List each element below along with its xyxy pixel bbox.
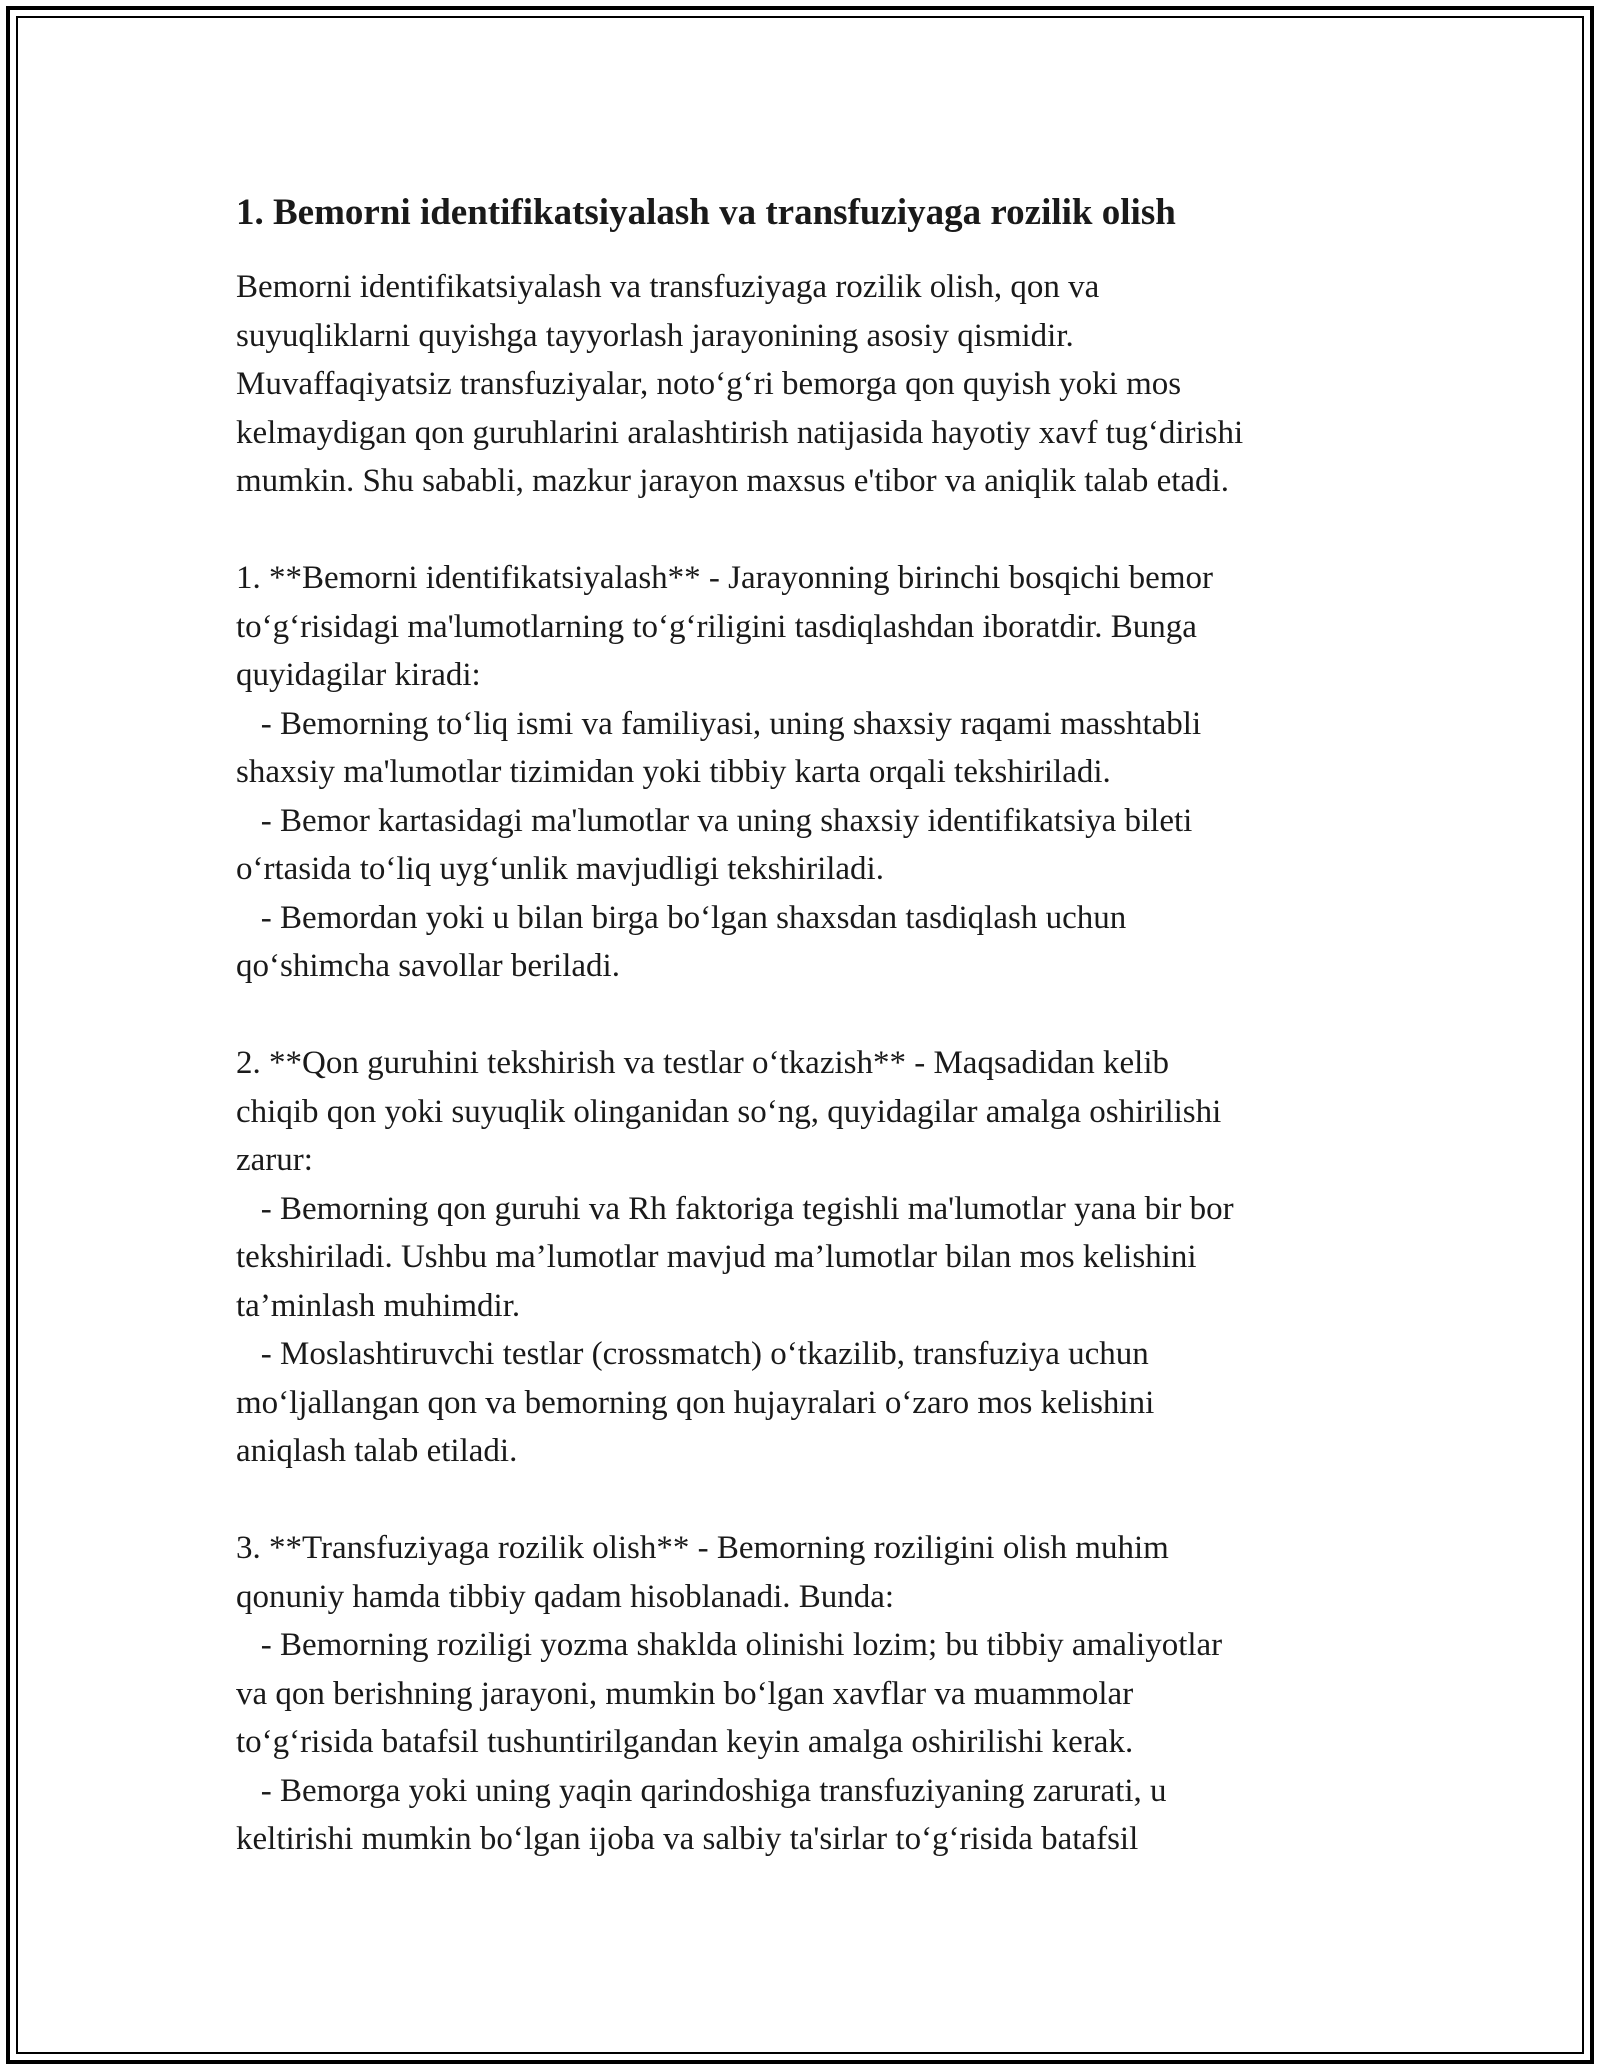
document-title: 1. Bemorni identifikatsiyalash va transfuziyaga rozilik olish xyxy=(236,192,1176,233)
intro-paragraph: Bemorni identifikatsiyalash va transfuziyaga rozilik olish, qon va suyuqliklarni quyishga tayyorlash jarayonining asosiy qismidir. Muvaffaqiyatsiz transfuziyalar, noto‘g‘ri bemorga qon quyish yoki mos kelmaydigan qon guruhlarini aralashtirish natijasida hayotiy xavf tug‘dirishi mumkin. Shu sababli, mazkur jarayon maxsus e'tibor va aniqlik talab etadi. xyxy=(236,269,1244,499)
document-page xyxy=(236,185,1396,1864)
paragraph-gap xyxy=(236,506,1396,555)
section-patient-identification: 1. **Bemorni identifikatsiyalash** - Jarayonning birinchi bosqichi bemor to‘g‘risidagi ma'lumotlarning to‘g‘riligini tasdiqlashdan iboratdir. Bunga quyidagilar kiradi: - Bemorning to‘liq ismi va familiyasi, uning shaxsiy raqami masshtabli shaxsiy ma'lumotlar tizimidan yoki tibbiy karta orqali tekshiriladi. - Bemor kartasidagi ma'lumotlar va uning shaxsiy identifikatsiya bileti o‘rtasida to‘liq uyg‘unlik mavjudligi tekshiriladi. - Bemordan yoki u bilan birga bo‘lgan shaxsdan tasdiqlash uchun qo‘shimcha savollar beriladi. xyxy=(236,560,1213,984)
paragraph-gap xyxy=(236,991,1396,1040)
section-blood-group-testing: 2. **Qon guruhini tekshirish va testlar o‘tkazish** - Maqsadidan kelib chiqib qon yoki suyuqlik olinganidan so‘ng, quyidagilar amalga oshirilishi zarur: - Bemorning qon guruhi va Rh faktoriga tegishli ma'lumotlar yana bir bor tekshiriladi. Ushbu ma’lumotlar mavjud ma’lumotlar bilan mos kelishini ta’minlash muhimdir. - Moslashtiruvchi testlar (crossmatch) o‘tkazilib, transfuziya uchun mo‘ljallangan qon va bemorning qon hujayralari o‘zaro mos kelishini aniqlash talab etiladi. xyxy=(236,1045,1234,1469)
paragraph-gap xyxy=(236,1476,1396,1525)
section-transfusion-consent: 3. **Transfuziyaga rozilik olish** - Bemorning roziligini olish muhim qonuniy hamda tibbiy qadam hisoblanadi. Bunda: - Bemorning roziligi yozma shaklda olinishi lozim; bu tibbiy amaliyotlar va qon berishning jarayoni, mumkin bo‘lgan xavflar va muammolar to‘g‘risida batafsil tushuntirilgandan keyin amalga oshirilishi kerak. - Bemorga yoki uning yaqin qarindoshiga transfuziyaning zarurati, u keltirishi mumkin bo‘lgan ijoba va salbiy ta'sirlar to‘g‘risida batafsil xyxy=(236,1530,1223,1857)
